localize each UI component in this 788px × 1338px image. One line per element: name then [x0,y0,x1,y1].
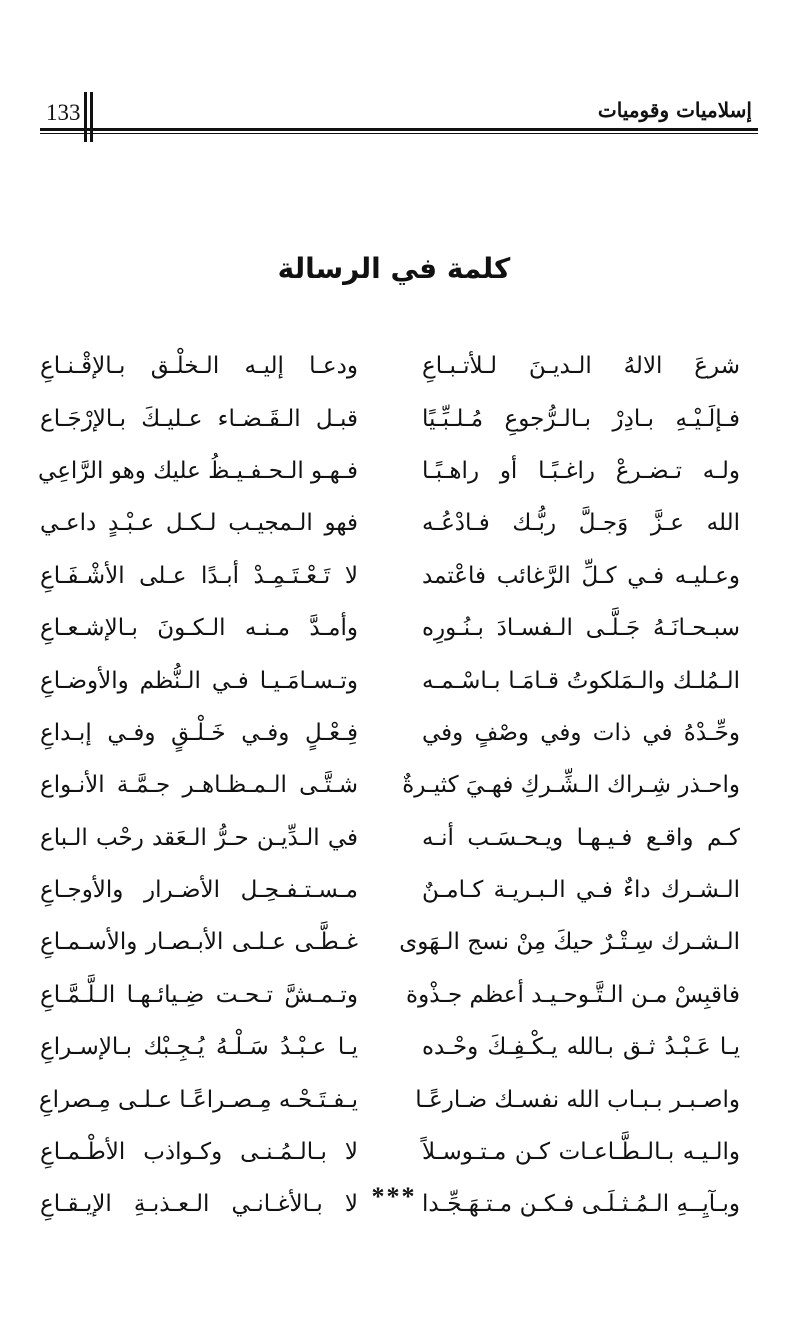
poem-verse [40,969,740,1021]
verse-second-hemistich: وتـسـامَـيـا فـي الـنُّظم والأوضـاعِ [40,667,358,694]
poem-verse [40,759,740,811]
verse-first-hemistich: وبـآيِــهِ الـمُـثـلَـى فـكـن مـتـهَـجِّـدا [422,1191,740,1218]
verse-first-hemistich: كـم واقـع فـيـهـا ويـحـسَـب أنـه [422,824,740,851]
verse-first-hemistich: ولـه تـضـرعْ راغـبًـا أو راهـبًـا [422,457,740,484]
verse-first-hemistich: الـشـرك سِـتْـرٌ حيكَ مِنْ نسج الـهَوى [399,929,740,956]
header-rule-thick [40,128,758,131]
verse-first-hemistich: سبـحـانَـهُ جَـلَّـى الـفسـادَ بـنُـورِه [422,615,740,642]
verse-second-hemistich: وتـمـشَّ تـحـت ضِـيائـهـا الـلَّـمَّـاعِ [40,981,358,1008]
verse-first-hemistich: يـا عَـبْـدُ ثـق بـالله يـكْـفِـكَ وحْـده [422,1034,740,1061]
verse-second-hemistich: مـسـتـفـحِـل الأضـرار والأوجـاعِ [40,877,358,904]
poem-title: كلمة في الرسالة [277,252,511,285]
verse-first-hemistich: الـشـرك داءٌ فـي الـبـريـة كـامـنٌ [422,877,740,904]
page-number: 133 [46,100,81,125]
verse-second-hemistich: فِـعْـلٍ وفـي خَـلْـقٍ وفـي إبـداعِ [40,719,358,746]
poem-verse [40,1073,740,1125]
poem-verse [40,340,740,392]
poem [40,340,740,1231]
header-vertical-rule [84,92,87,142]
verse-second-hemistich: لا بـالـمُـنـى وكـواذب الأطْـمـاعِ [40,1139,358,1166]
verse-first-hemistich: الله عـزَّ وَجـلَّ ربُّـك فـادْعُـه [422,510,740,537]
poem-verse [40,497,740,549]
poem-verse [40,445,740,497]
verse-first-hemistich: شرعَ الالهُ الـديـنَ لـلأتـبـاعِ [422,353,740,380]
verse-second-hemistich: في الـدِّيـن حـرُّ الـعَقد رحْب الـباع [40,824,358,851]
poem-verse [40,550,740,602]
verse-second-hemistich: لا بـالأغـانـي الـعـذبـةِ الإيـقـاعِ [40,1191,358,1218]
verse-first-hemistich: والـيـه بـالـطَّـاعـات كـن مـتـوسـلاً [422,1139,740,1166]
poem-verse [40,864,740,916]
poem-verse [40,654,740,706]
poem-verse [40,812,740,864]
verse-second-hemistich: قبـل الـقَـضـاء عـليـكَ بـالإرْجَـاع [40,405,358,432]
verse-first-hemistich: واحـذر شِـراك الـشِّـركِ فهـيَ كثيـرةٌ [402,772,740,799]
running-title: إسلاميات وقوميات [597,98,752,122]
verse-second-hemistich: لا تَـعْـتَـمِـدْ أبـدًا عـلى الأشْـفَـاعِ [40,562,358,589]
poem-verse [40,1021,740,1073]
poem-verse [40,392,740,444]
verse-first-hemistich: واصـبـر بـبـاب الله نفسـك ضـارعًـا [415,1086,740,1113]
verse-second-hemistich: فـهـو الـحـفـيـظُ عليك وهو الرَّاعِي [38,457,358,484]
verse-second-hemistich: فهو الـمجيـب لـكـل عـبْـدٍ داعـي [40,510,358,537]
poem-verse [40,602,740,654]
verse-second-hemistich: يـا عـبْـدُ سَـلْـهُ يُـجِـبْك بـالإسـراعِ [40,1034,358,1061]
verse-second-hemistich: شـتَّـى الـمـظـاهـر جـمَّـة الأنـواع [40,772,358,799]
verse-second-hemistich: وأمـدَّ مـنـه الـكـونَ بـالإشـعـاعِ [40,615,358,642]
verse-first-hemistich: وحِّـدْهُ في ذات وفي وصْفٍ وفي [422,719,740,746]
verse-first-hemistich: فاقبِسْ مـن الـتَّـوحـيـد أعظم جـذْوة [406,981,740,1008]
verse-second-hemistich: غـطَّـى عـلـى الأبـصـار والأسـمـاعِ [40,929,358,956]
verse-second-hemistich: يـفـتَـحْـه مِـصـراعًـا عـلـى مِـصراعِ [38,1086,358,1113]
poem-verse [40,707,740,759]
poem-verse [40,1126,740,1178]
header-rule-thin [40,133,758,134]
header-vertical-rule [90,92,93,142]
verse-first-hemistich: فـإلَـيْـهِ بـادِرْ بـالـرُّجوعِ مُـلـبِّـيًا [422,405,740,432]
end-mark: *** [371,1182,417,1211]
poem-verse [40,916,740,968]
verse-first-hemistich: وعـليـه فـي كـلِّ الرَّغائب فاعْتمد [422,562,740,589]
page-header [40,92,758,142]
verse-second-hemistich: ودعـا إليـه الـخلْـق بـالإقْـنـاعِ [40,353,358,380]
verse-first-hemistich: الـمُلـك والـمَلكوتُ قـامَـا بـاسْـمـه [422,667,740,694]
